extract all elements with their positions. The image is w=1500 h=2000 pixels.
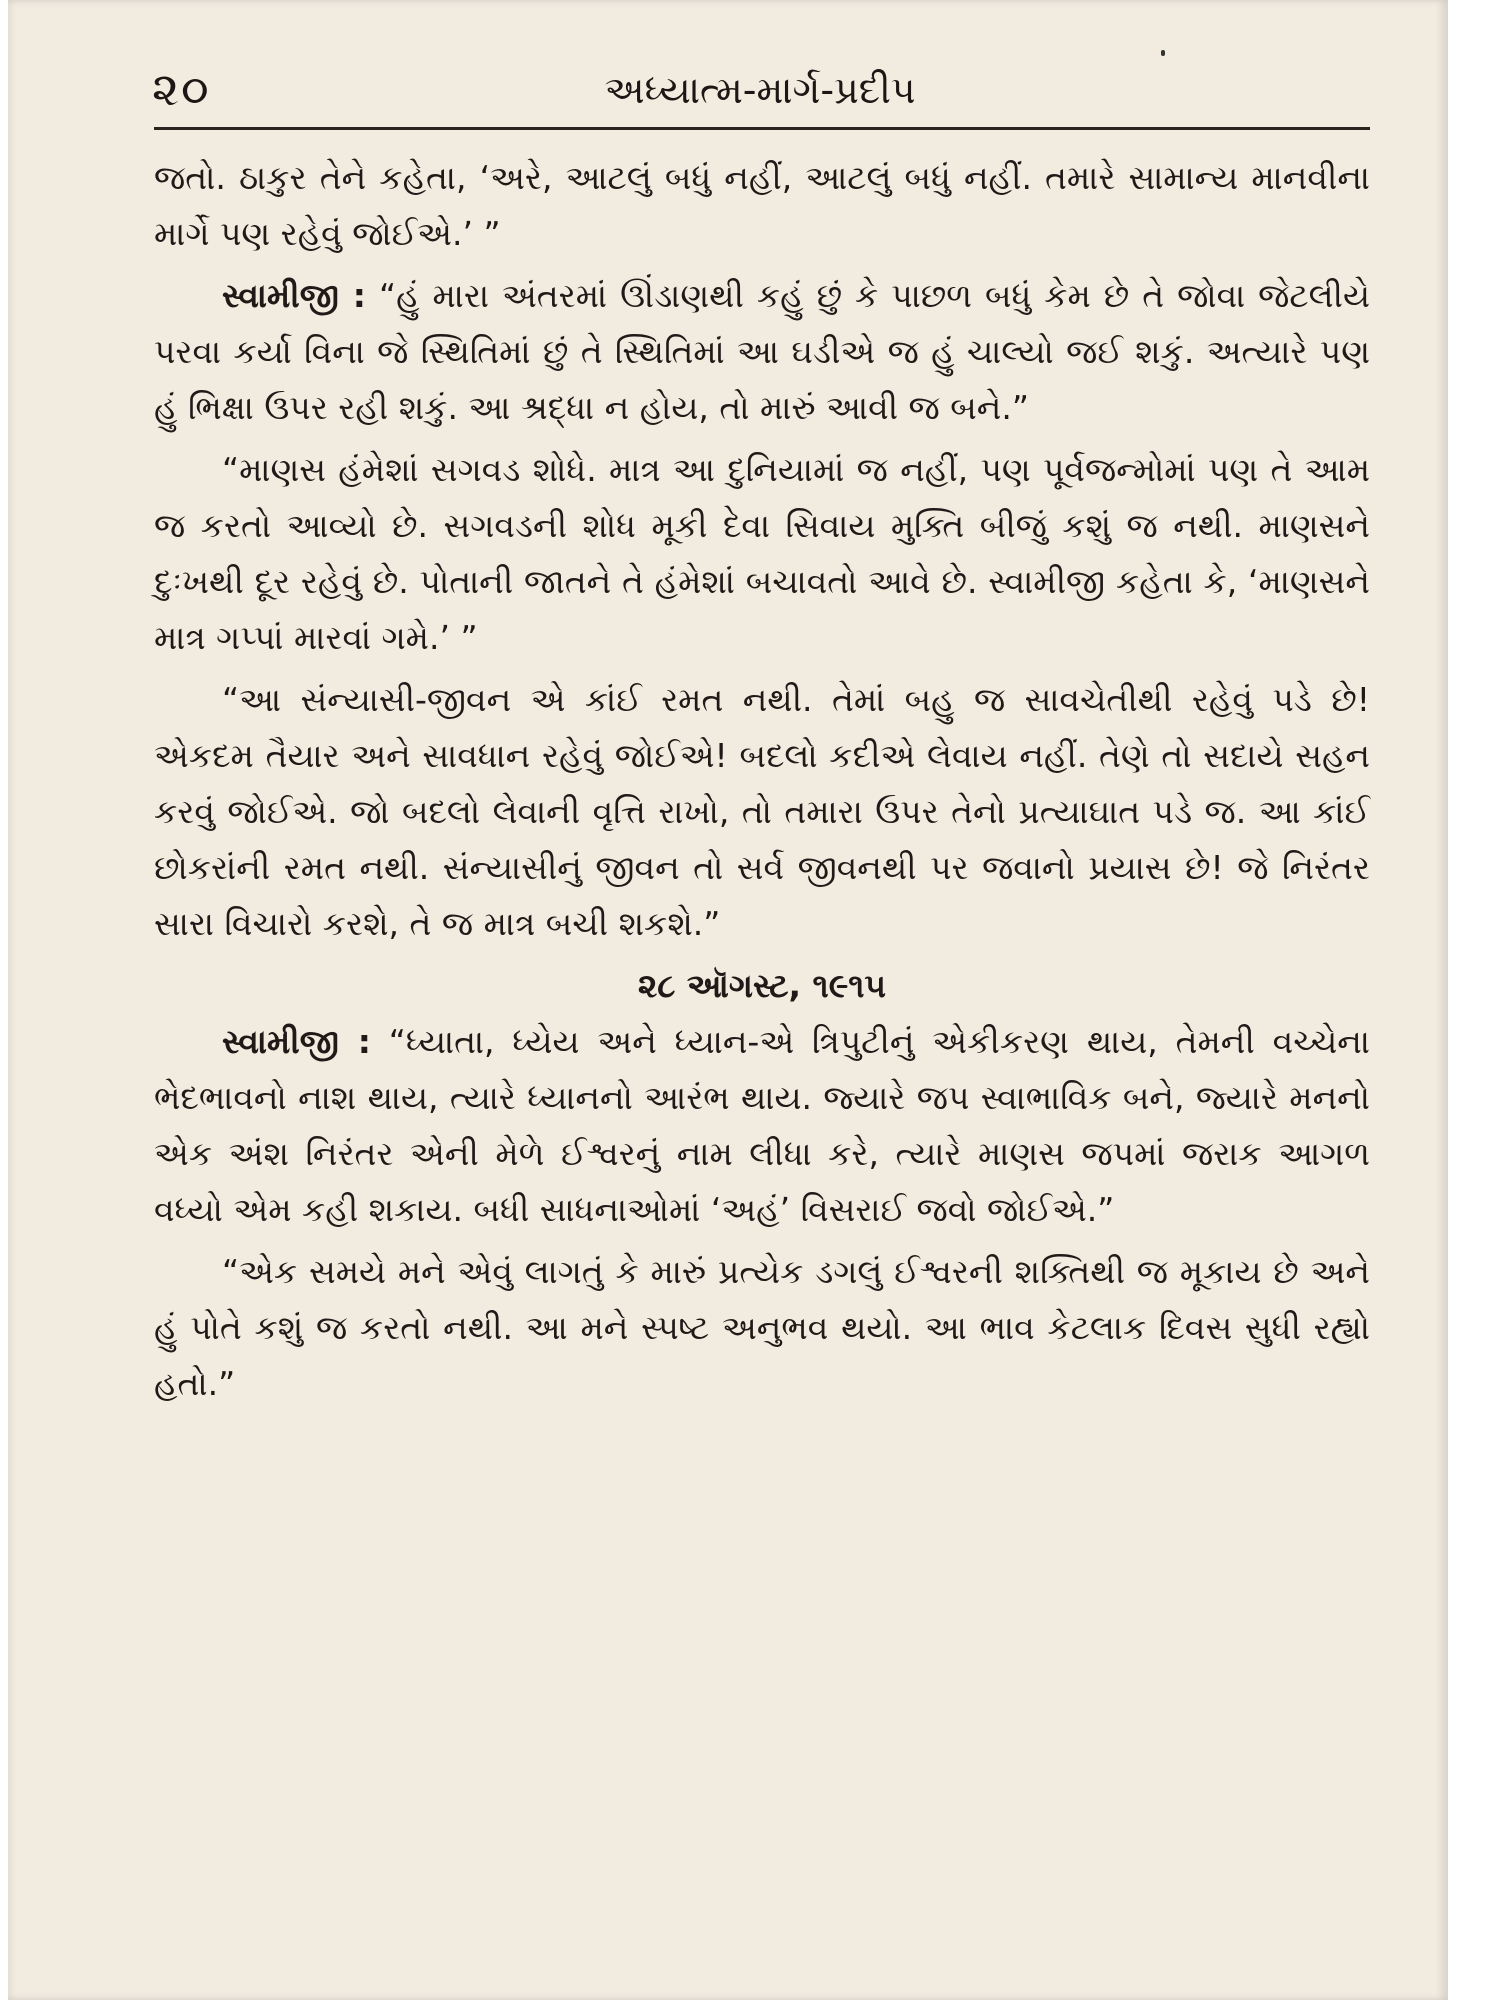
ink-speck [1161,50,1165,56]
paragraph-3 [154,442,1370,666]
paragraph-2 [154,268,1370,436]
paragraph-text: “ધ્યાતા, ધ્યેય અને ધ્યાન-એ ત્રિપુટીનું એકીકરણ થાય, તેમની વચ્ચેના ભેદભાવનો નાશ થાય, ત્યારે ધ્યાનનો આરંભ થાય. જ્યારે જપ સ્વાભાવિક બને, જ્યારે મનનો એક અંશ નિરંતર એની મેળે ઈશ્વરનું નામ લીધા કરે, ત્યારે માણસ જપમાં જરાક આગળ વધ્યો એમ કહી શકાય. બધી સાધનાઓમાં ‘અહં’ વિસરાઈ જવો જોઈએ.” [154,1022,1370,1229]
paragraph-5 [154,1014,1370,1238]
page-header [152,58,1368,120]
running-title: અધ્યાત્મ-માર્ગ-પ્રદીપ [604,68,916,112]
paragraph-1 [154,150,1370,262]
book-page [8,0,1448,2000]
page-body [154,150,1370,1418]
speaker-label: સ્વામીજી : [222,1022,371,1061]
header-rule [154,127,1370,130]
paragraph-text: જતો. ઠાકુર તેને કહેતા, ‘અરે, આટલું બધું નહીં, આટલું બધું નહીં. તમારે સામાન્ય માનવીના માર્ગે પણ રહેવું જોઈએ.’ ” [154,158,1370,253]
paragraph-6 [154,1244,1370,1412]
paragraph-text: “એક સમયે મને એવું લાગતું કે મારું પ્રત્યેક ડગલું ઈશ્વરની શક્તિથી જ મૂકાય છે અને હું પોતે કશું જ કરતો નથી. આ મને સ્પષ્ટ અનુભવ થયો. આ ભાવ કેટલાક દિવસ સુધી રહ્યો હતો.” [154,1252,1370,1403]
page-number: ૨૦ [152,62,211,116]
paragraph-4 [154,672,1370,952]
speaker-label: સ્વામીજી : [222,276,367,315]
paragraph-text: “માણસ હંમેશાં સગવડ શોધે. માત્ર આ દુનિયામાં જ નહીં, પણ પૂર્વજન્મોમાં પણ તે આમ જ કરતો આવ્યો છે. સગવડની શોધ મૂકી દેવા સિવાય મુક્તિ બીજું કશું જ નથી. માણસને દુઃખથી દૂર રહેવું છે. પોતાની જાતને તે હંમેશાં બચાવતો આવે છે. સ્વામીજી કહેતા કે, ‘માણસને માત્ર ગપ્પાં મારવાં ગમે.’ ” [154,450,1370,657]
paragraph-text: “હું મારા અંતરમાં ઊંડાણથી કહું છું કે પાછળ બધું કેમ છે તે જોવા જેટલીયે પરવા કર્યા વિના જે સ્થિતિમાં છું તે સ્થિતિમાં આ ઘડીએ જ હું ચાલ્યો જઈ શકું. અત્યારે પણ હું ભિક્ષા ઉપર રહી શકું. આ શ્રદ્ધા ન હોય, તો મારું આવી જ બને.” [154,276,1371,427]
date-heading: ૨૮ ઑગસ્ટ, ૧૯૧૫ [637,966,887,1005]
paragraph-text: “આ સંન્યાસી-જીવન એ કાંઈ રમત નથી. તેમાં બહુ જ સાવચેતીથી રહેવું પડે છે! એકદમ તૈયાર અને સાવધાન રહેવું જોઈએ! બદલો કદીએ લેવાય નહીં. તેણે તો સદાયે સહન કરવું જોઈએ. જો બદલો લેવાની વૃત્તિ રાખો, તો તમારા ઉપર તેનો પ્રત્યાઘાત પડે જ. આ કાંઈ છોકરાંની રમત નથી. સંન્યાસીનું જીવન તો સર્વ જીવનથી પર જવાનો પ્રયાસ છે! જે નિરંતર સારા વિચારો કરશે, તે જ માત્ર બચી શકશે.” [154,680,1370,943]
